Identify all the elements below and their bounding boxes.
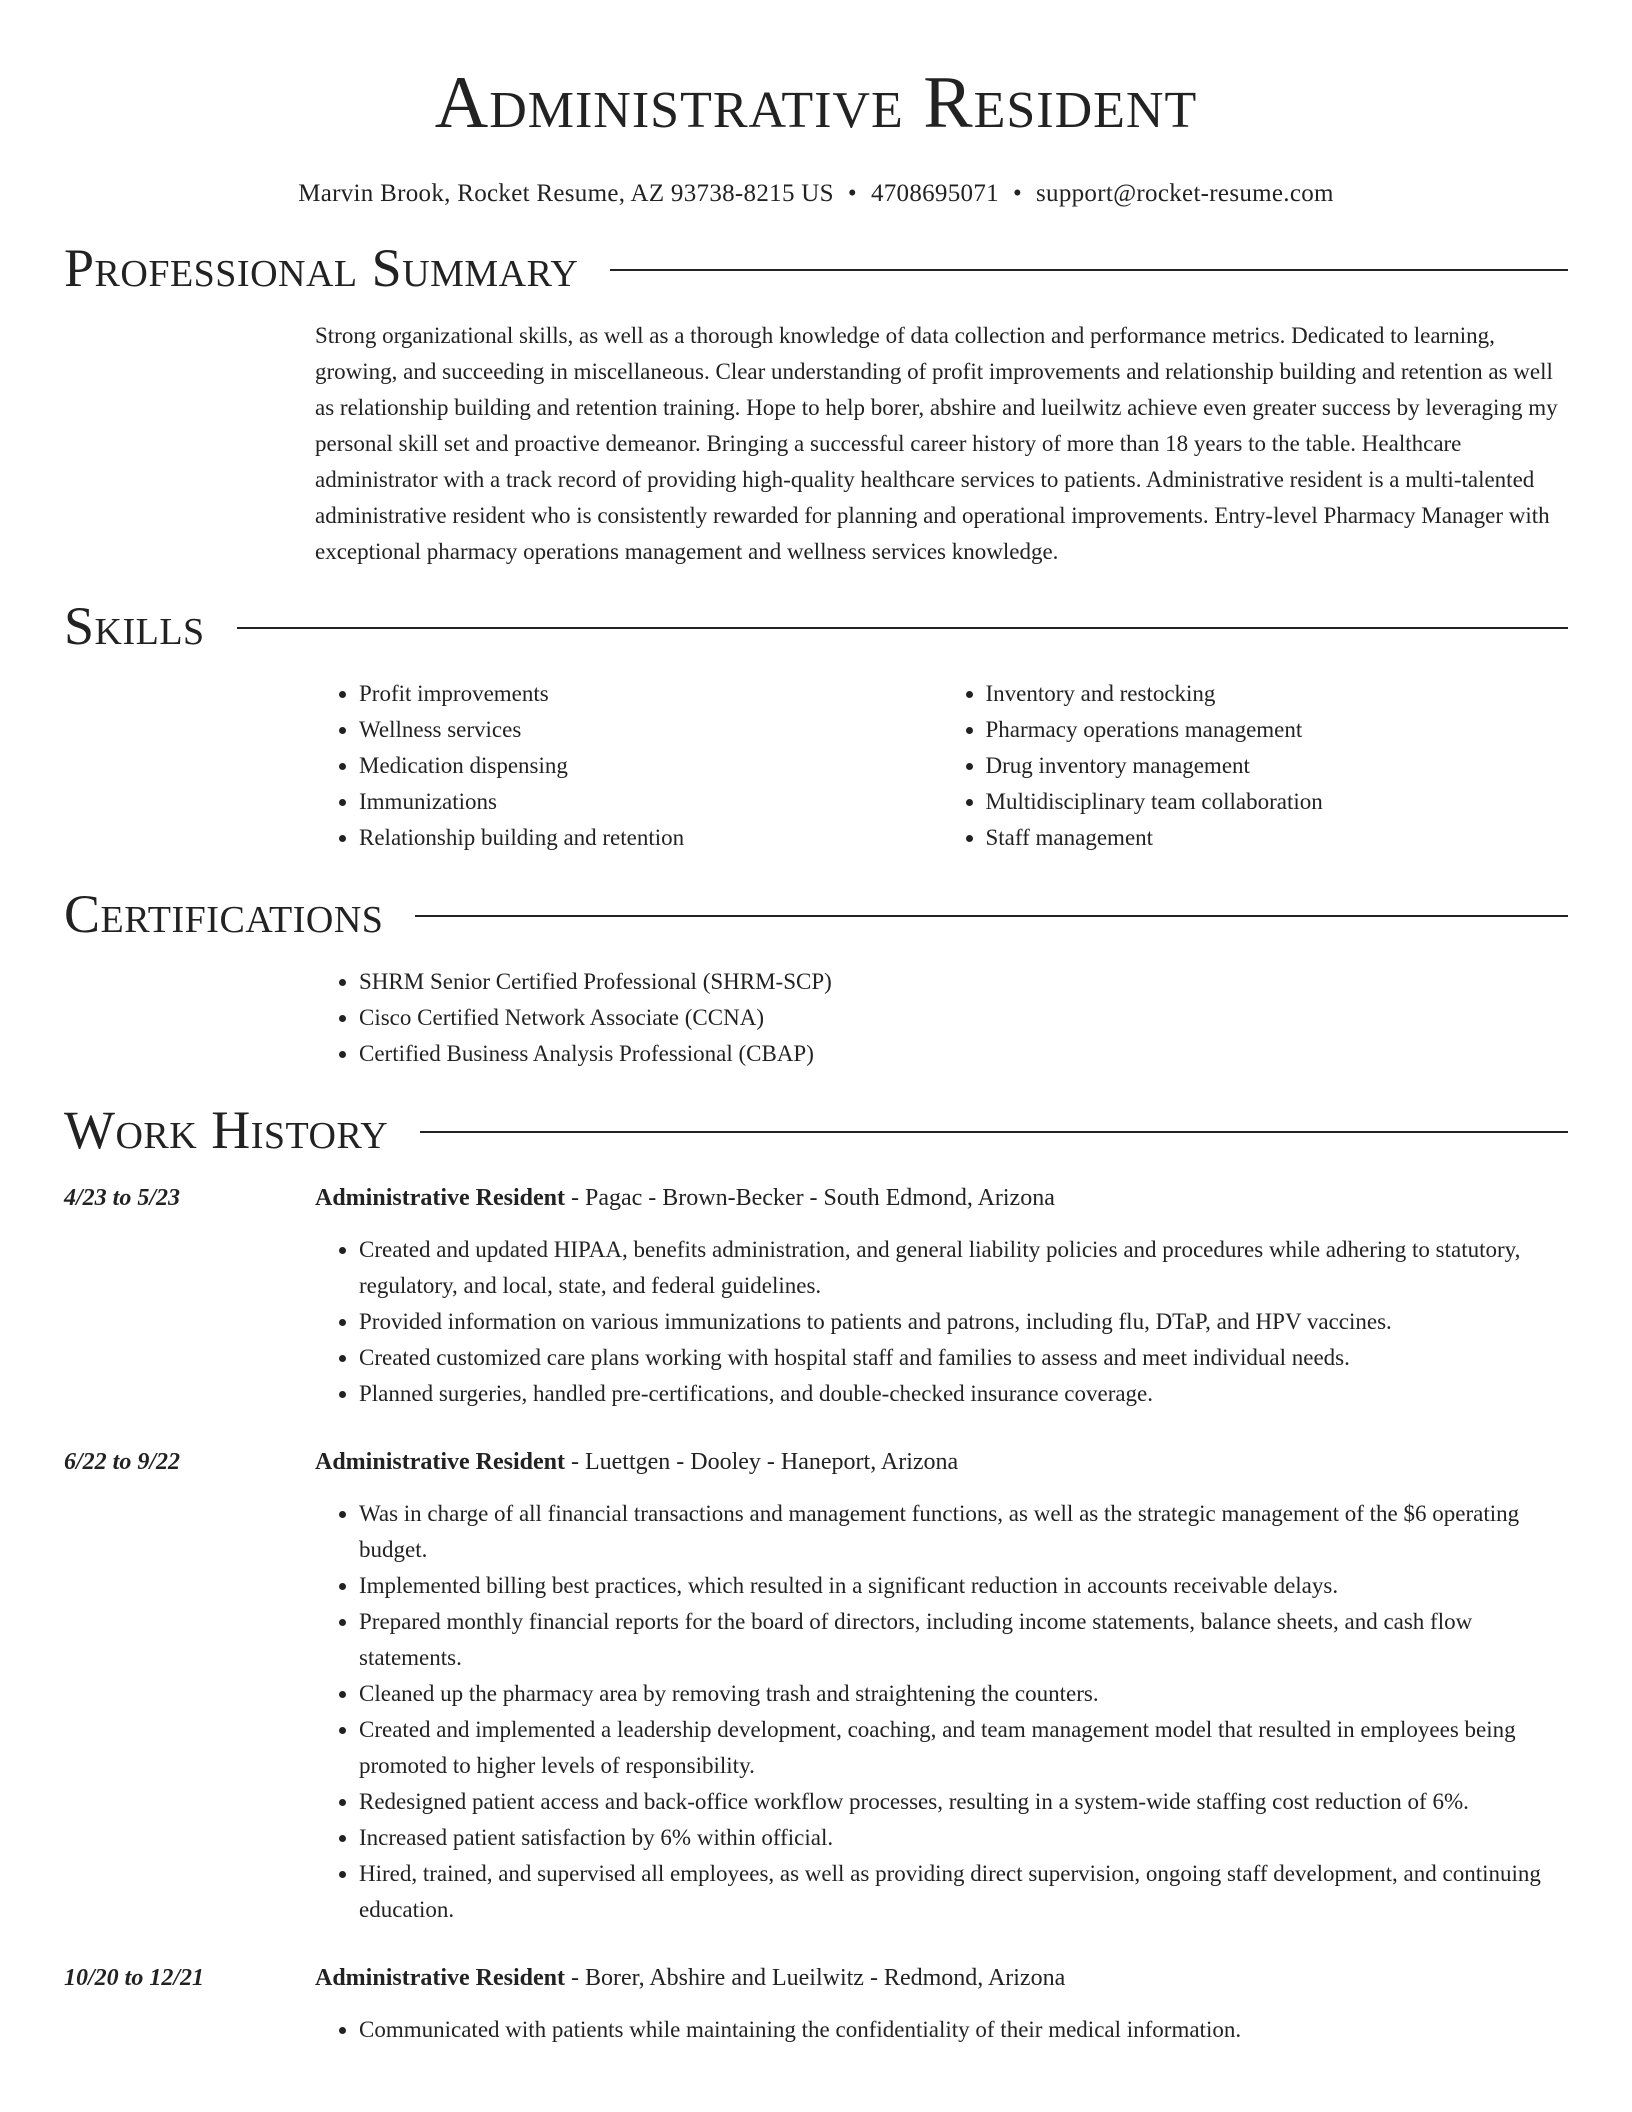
contact-separator: •: [1012, 180, 1022, 207]
skill-item: • Relationship building and retention: [359, 820, 942, 856]
job-entry: [64, 1444, 1568, 1928]
job-role: Administrative Resident: [315, 1965, 565, 1991]
skills-section-title: Skills: [64, 596, 205, 656]
job-heading: [315, 1960, 1568, 1996]
job-bullet: • Communicated with patients while maintaining the confidentiality of their medical information.: [359, 2012, 1568, 2048]
job-dates: 6/22 to 9/22: [64, 1449, 181, 1475]
job-bullet: • Increased patient satisfaction by 6% within official.: [359, 1820, 1568, 1856]
job-role: Administrative Resident: [315, 1185, 565, 1211]
contact-email: support@rocket-resume.com: [1036, 180, 1334, 207]
job-bullet: • Implemented billing best practices, which resulted in a significant reduction in accounts receivable delays.: [359, 1568, 1568, 1604]
section-divider: [420, 1131, 1568, 1133]
skill-item: • Profit improvements: [359, 676, 942, 712]
job-bullets: [315, 2012, 1568, 2048]
skill-item: • Drug inventory management: [986, 748, 1569, 784]
contact-separator: •: [847, 180, 857, 207]
job-details: - Luettgen - Dooley - Haneport, Arizona: [564, 1449, 959, 1475]
skill-item: • Multidisciplinary team collaboration: [986, 784, 1569, 820]
job-content: [315, 1960, 1568, 2048]
skill-item: • Wellness services: [359, 712, 942, 748]
job-entry: [64, 1180, 1568, 1412]
job-content: [315, 1444, 1568, 1928]
job-heading: [315, 1444, 1568, 1480]
skills-section-heading: [64, 596, 1568, 656]
summary-section-heading: [64, 238, 1568, 298]
work-section-heading: [64, 1100, 1568, 1160]
section-divider: [415, 915, 1568, 917]
certifications-list: [315, 964, 1568, 1072]
job-details: - Borer, Abshire and Lueilwitz - Redmond, Arizona: [564, 1965, 1066, 1991]
job-bullet: • Provided information on various immunizations to patients and patrons, including flu, DTaP, and HPV vaccines.: [359, 1304, 1568, 1340]
job-dates: 10/20 to 12/21: [64, 1965, 205, 1991]
skill-item: • Immunizations: [359, 784, 942, 820]
resume-page: [64, 0, 1568, 2048]
certification-item: • SHRM Senior Certified Professional (SHRM-SCP): [359, 964, 1568, 1000]
job-bullet: • Created and implemented a leadership development, coaching, and team management model that resulted in employees being promoted to higher levels of responsibility.: [359, 1712, 1568, 1784]
job-entry: [64, 1960, 1568, 2048]
resume-name: Administrative Resident: [434, 62, 1198, 144]
certification-item: • Cisco Certified Network Associate (CCNA): [359, 1000, 1568, 1036]
skills-column-right: [942, 676, 1569, 856]
job-bullet: • Redesigned patient access and back-office workflow processes, resulting in a system-wide staffing cost reduction of 6%.: [359, 1784, 1568, 1820]
job-role: Administrative Resident: [315, 1449, 565, 1475]
skills-column-left: [315, 676, 942, 856]
summary-text: Strong organizational skills, as well as a thorough knowledge of data collection and performance metrics. Dedicated to learning, growing, and succeeding in miscellaneous. Clear understanding of profit improvements and relationship building and retention as well as relationship building and retention training. Hope to help borer, abshire and lueilwitz achieve even greater success by leveraging my personal skill set and proactive demeanor. Bringing a successful career history of more than 18 years to the table. Healthcare administrator with a track record of providing high-quality healthcare services to patients. Administrative resident is a multi-talented administrative resident who is consistently rewarded for planning and operational improvements. Entry-level Pharmacy Manager with exceptional pharmacy operations management and wellness services knowledge.: [315, 323, 1558, 564]
section-divider: [237, 627, 1568, 629]
job-bullet: • Created customized care plans working with hospital staff and families to assess and meet individual needs.: [359, 1340, 1568, 1376]
contact-address: Marvin Brook, Rocket Resume, AZ 93738-8215 US: [298, 180, 834, 207]
job-content: [315, 1180, 1568, 1412]
section-divider: [610, 269, 1568, 271]
work-section-title: Work History: [64, 1100, 389, 1160]
certification-item: • Certified Business Analysis Professional (CBAP): [359, 1036, 1568, 1072]
job-bullet: • Planned surgeries, handled pre-certifications, and double-checked insurance coverage.: [359, 1376, 1568, 1412]
skill-item: • Inventory and restocking: [986, 676, 1569, 712]
certifications-section-title: Certifications: [64, 884, 384, 944]
job-bullet: • Hired, trained, and supervised all employees, as well as providing direct supervision, ongoing staff development, and continuing education.: [359, 1856, 1568, 1928]
certifications-section-heading: [64, 884, 1568, 944]
skills-list: [315, 676, 1568, 856]
skill-item: • Medication dispensing: [359, 748, 942, 784]
job-heading: [315, 1180, 1568, 1216]
job-bullets: [315, 1232, 1568, 1412]
job-bullet: • Prepared monthly financial reports for the board of directors, including income statements, balance sheets, and cash flow statements.: [359, 1604, 1568, 1676]
job-bullet: • Was in charge of all financial transactions and management functions, as well as the strategic management of the $6 operating budget.: [359, 1496, 1568, 1568]
skill-item: • Staff management: [986, 820, 1569, 856]
job-dates: 4/23 to 5/23: [64, 1185, 181, 1211]
job-bullets: [315, 1496, 1568, 1928]
skill-item: • Pharmacy operations management: [986, 712, 1569, 748]
contact-phone: 4708695071: [870, 180, 999, 207]
summary-section-title: Professional Summary: [64, 238, 579, 298]
contact-line: [64, 178, 1568, 210]
job-details: - Pagac - Brown-Becker - South Edmond, Arizona: [564, 1185, 1055, 1211]
job-bullet: • Created and updated HIPAA, benefits administration, and general liability policies and procedures while adhering to statutory, regulatory, and local, state, and federal guidelines.: [359, 1232, 1568, 1304]
job-bullet: • Cleaned up the pharmacy area by removing trash and straightening the counters.: [359, 1676, 1568, 1712]
